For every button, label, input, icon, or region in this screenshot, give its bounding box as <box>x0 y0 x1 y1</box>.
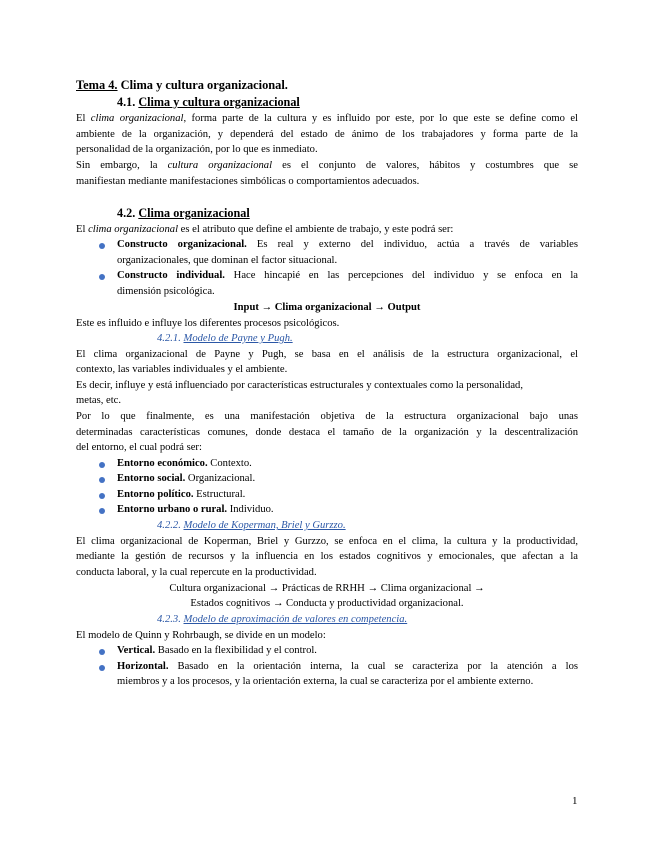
text: Hace hincapié en las percepciones del individuo y se enfoca en la <box>224 270 579 281</box>
entorno-social <box>117 471 619 486</box>
text: , forma parte de la cultura y es influido por este, por lo que este se define como el <box>183 113 578 124</box>
topic-heading <box>76 78 578 93</box>
modelo-label: Horizontal. <box>117 661 169 672</box>
term-clima: clima organizacional <box>90 113 184 124</box>
modelo-horizontal-line-2: miembros y a los procesos, y la orientación externa, la cual se caracteriza por el ambiente externo. <box>117 676 534 687</box>
paragraph-1-line-1 <box>76 111 578 126</box>
subsection-4-2-3-heading <box>157 612 655 627</box>
section-4-1-heading <box>117 95 619 110</box>
text: Basado en la flexibilidad y el control. <box>155 645 317 656</box>
bullet-icon <box>99 665 105 671</box>
construct-organizacional-line-2: organizacionales, que dominan el factor situacional. <box>117 255 338 266</box>
entorno-urbano-rural <box>117 502 619 517</box>
paragraph-5-line-3: Es decir, influye y está influenciado por características estructurales y contextuales como la personalidad, <box>76 380 523 391</box>
page-number: 1 <box>572 795 578 807</box>
subsection-title: Modelo de Koperman, Briel y Gurzzo. <box>183 520 346 531</box>
term-clima: clima organizacional <box>88 224 179 235</box>
bullet-icon <box>99 649 105 655</box>
text: es el conjunto de valores, hábitos y costumbres que se <box>272 160 578 171</box>
paragraph-1-line-2: ambiente de la organización, y dependerá del estado de ánimo de los trabajadores y forma parte de la <box>76 129 578 140</box>
term-cultura: cultura organizacional <box>167 160 273 171</box>
construct-individual-line-1 <box>117 268 578 283</box>
subsection-number: 4.2.3. <box>157 614 181 625</box>
section-4-2-title: Clima organizacional <box>138 206 250 220</box>
section-4-1-title: Clima y cultura organizacional <box>138 95 300 109</box>
topic-prefix: Tema 4. <box>76 78 118 92</box>
subsection-number: 4.2.1. <box>157 333 181 344</box>
topic-title: Clima y cultura organizacional. <box>117 78 288 92</box>
subsection-title: Modelo de Payne y Pugh. <box>183 333 293 344</box>
paragraph-7: El modelo de Quinn y Rohrbaugh, se divide en un modelo: <box>76 630 326 641</box>
text: Sin embargo, la <box>76 160 168 171</box>
section-4-2-number: 4.2. <box>117 206 136 220</box>
entorno-label: Entorno económico. <box>117 458 208 469</box>
subsection-4-2-2-heading <box>157 518 655 533</box>
paragraph-3 <box>76 222 578 237</box>
modelo-vertical <box>117 643 619 658</box>
subsection-4-2-1-heading <box>157 331 655 346</box>
flow-cultura-line-2: Estados cognitivos → Conducta y productividad organizacional. <box>190 598 464 609</box>
paragraph-6-line-1: El clima organizacional de Koperman, Briel y Gurzzo, se enfoca en el clima, la cultura y la productividad, <box>76 536 578 547</box>
bullet-icon <box>99 493 105 499</box>
text: Estructural. <box>193 489 246 500</box>
paragraph-5-line-1: El clima organizacional de Payne y Pugh, se basa en el análisis de la estructura organizacional, el <box>76 349 578 360</box>
paragraph-5-line-6: determinadas características comunes, donde destaca el tamaño de la organización y la descentralización <box>76 427 578 438</box>
construct-individual-line-2: dimensión psicológica. <box>117 286 215 297</box>
entorno-politico <box>117 487 619 502</box>
construct-label: Constructo organizacional. <box>117 239 247 250</box>
text: El <box>76 224 89 235</box>
paragraph-2-line-2: manifiestan mediante manifestaciones simbólicas o comportamientos adecuados. <box>76 176 420 187</box>
flow-input-output: Input → Clima organizacional → Output <box>233 302 421 313</box>
bullet-icon <box>99 462 105 468</box>
text: es el atributo que define el ambiente de trabajo, y este podrá ser: <box>178 224 454 235</box>
entorno-label: Entorno político. <box>117 489 194 500</box>
bullet-icon <box>99 274 105 280</box>
flow-cultura-line-1: Cultura organizacional → Prácticas de RRHH → Clima organizacional → <box>169 583 485 594</box>
entorno-label: Entorno urbano o rural. <box>117 504 228 515</box>
entorno-economico <box>117 456 619 471</box>
bullet-icon <box>99 477 105 483</box>
text: Organizacional. <box>185 473 256 484</box>
bullet-icon <box>99 243 105 249</box>
construct-organizacional-line-1 <box>117 237 578 252</box>
paragraph-5-line-4: metas, etc. <box>76 395 122 406</box>
paragraph-5-line-2: contexto, las variables individuales y el ambiente. <box>76 364 288 375</box>
text: Es real y externo del individuo, actúa a través de variables <box>246 239 578 250</box>
text: El <box>76 113 91 124</box>
section-4-1-number: 4.1. <box>117 95 136 109</box>
entorno-label: Entorno social. <box>117 473 186 484</box>
paragraph-5-line-5: Por lo que finalmente, es una manifestación objetiva de la estructura organizacional bajo unas <box>76 411 578 422</box>
bullet-icon <box>99 508 105 514</box>
paragraph-5-line-7: del entorno, el cual podrá ser: <box>76 442 202 453</box>
section-4-2-heading <box>117 206 619 221</box>
modelo-label: Vertical. <box>117 645 156 656</box>
paragraph-2-line-1 <box>76 158 578 173</box>
text: Contexto. <box>207 458 252 469</box>
paragraph-6-line-3: conducta laboral, y la cual repercute en la productividad. <box>76 567 317 578</box>
modelo-horizontal-line-1 <box>117 659 578 674</box>
text: Individuo. <box>227 504 274 515</box>
text: Basado en la orientación interna, la cual se caracteriza por la atención a los <box>168 661 578 672</box>
paragraph-6-line-2: mediante la gestión de recursos y la influencia en los estados cognitivos y emocionales, que afectan a la <box>76 551 578 562</box>
construct-label: Constructo individual. <box>117 270 225 281</box>
subsection-title: Modelo de aproximación de valores en competencia. <box>183 614 408 625</box>
subsection-number: 4.2.2. <box>157 520 181 531</box>
paragraph-4: Este es influido e influye los diferentes procesos psicológicos. <box>76 318 340 329</box>
paragraph-1-line-3: personalidad de la organización, por lo que es inmediato. <box>76 144 318 155</box>
